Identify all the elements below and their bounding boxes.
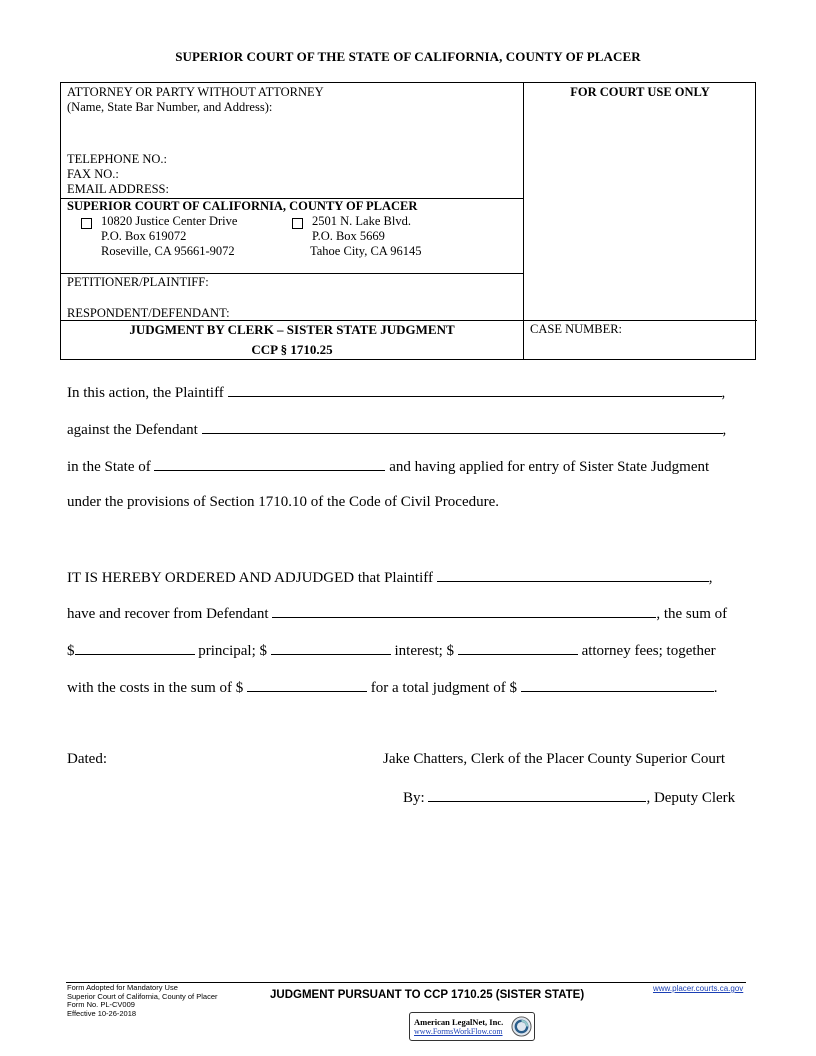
total-label: for a total judgment of $ (370, 680, 517, 696)
globe-icon (511, 1016, 532, 1042)
defendant-label: against the Defendant (67, 422, 198, 438)
period: . (713, 680, 718, 696)
form-code: CCP § 1710.25 (251, 342, 333, 357)
ordered-line (67, 568, 712, 587)
plaintiff-label: In this action, the Plaintiff (67, 385, 224, 401)
court-use-label: FOR COURT USE ONLY (570, 85, 710, 99)
ordered-plaintiff-field[interactable] (437, 568, 709, 582)
court-name: SUPERIOR COURT OF CALIFORNIA, COUNTY OF PLACER (67, 199, 418, 213)
footer-line: Form Adopted for Mandatory Use (67, 983, 178, 992)
loc2-line2: P.O. Box 5669 (312, 229, 385, 243)
footer-line: Superior Court of California, County of Placer (67, 991, 218, 1001)
attorney-fees-label: attorney fees; together (581, 643, 716, 659)
divider (61, 273, 523, 274)
state-line (67, 457, 709, 476)
court-title: SUPERIOR COURT OF THE STATE OF CALIFORNIA, COUNTY OF PLACER (175, 49, 641, 64)
footer-line: Effective 10-26-2018 (67, 1008, 137, 1018)
comma: , (721, 385, 726, 401)
badge-name: American LegalNet, Inc. (414, 1017, 504, 1027)
form-title: JUDGMENT BY CLERK – SISTER STATE JUDGMENT (129, 322, 455, 337)
provisions-line: under the provisions of Section 1710.10 of the Code of Civil Procedure. (67, 494, 500, 510)
clerk-name: Jake Chatters, Clerk of the Placer County Superior Court (383, 751, 726, 767)
location-tahoe-checkbox[interactable] (292, 215, 303, 233)
interest-field[interactable] (271, 641, 391, 655)
dollar-sign: $ (67, 643, 75, 659)
comma: , (708, 570, 713, 586)
email-label: EMAIL ADDRESS: (67, 182, 169, 196)
fax-label: FAX NO.: (67, 167, 119, 181)
plaintiff-field[interactable] (228, 383, 722, 397)
deputy-signature-field[interactable] (428, 788, 646, 802)
case-number-label: CASE NUMBER: (530, 322, 623, 336)
defendant-field[interactable] (202, 420, 723, 434)
by-line (403, 788, 735, 807)
principal-label: principal; $ (198, 643, 267, 659)
legalnet-badge[interactable] (409, 1012, 535, 1041)
divider (61, 320, 757, 321)
recover-label: have and recover from Defendant (67, 606, 269, 622)
loc2-line3: Tahoe City, CA 96145 (310, 244, 422, 258)
loc1-line2: P.O. Box 619072 (101, 229, 187, 243)
applied-text: and having applied for entry of Sister State Judgment (389, 459, 710, 475)
total-field[interactable] (521, 678, 714, 692)
costs-line (67, 678, 717, 697)
ordered-label: IT IS HEREBY ORDERED AND ADJUDGED that Plaintiff (67, 570, 433, 586)
defendant-line (67, 420, 726, 439)
loc1-line3: Roseville, CA 95661-9072 (101, 244, 235, 258)
attorney-label: ATTORNEY OR PARTY WITHOUT ATTORNEY (67, 85, 324, 99)
costs-label: with the costs in the sum of $ (67, 680, 244, 696)
principal-field[interactable] (75, 641, 195, 655)
interest-label: interest; $ (394, 643, 455, 659)
footer-title: JUDGMENT PURSUANT TO CCP 1710.25 (SISTER STATE) (270, 989, 585, 1001)
by-label: By: (403, 790, 425, 806)
loc2-line1: 2501 N. Lake Blvd. (312, 214, 411, 228)
footer-info (67, 984, 218, 1018)
caption-box (60, 82, 756, 360)
footer-line: Form No. PL-CV009 (67, 1000, 135, 1009)
checkbox-icon (81, 218, 92, 229)
plaintiff-line (67, 383, 725, 402)
court-website-link[interactable]: www.placer.courts.ca.gov (653, 984, 744, 993)
sum-of-label: , the sum of (656, 606, 728, 622)
location-roseville-checkbox[interactable] (81, 215, 92, 233)
deputy-label: , Deputy Clerk (646, 790, 736, 806)
petitioner-label: PETITIONER/PLAINTIFF: (67, 275, 209, 289)
state-field[interactable] (154, 457, 385, 471)
telephone-label: TELEPHONE NO.: (67, 152, 167, 166)
respondent-label: RESPONDENT/DEFENDANT: (67, 306, 230, 320)
amounts-line (67, 641, 716, 660)
state-label: in the State of (67, 459, 151, 475)
recover-defendant-field[interactable] (272, 604, 656, 618)
checkbox-icon (292, 218, 303, 229)
loc1-line1: 10820 Justice Center Drive (101, 214, 238, 228)
dated-label: Dated: (67, 751, 107, 767)
badge-url: www.FormsWorkFlow.com (414, 1027, 503, 1036)
caption-divider (523, 83, 524, 359)
recover-line (67, 604, 727, 623)
attorney-fees-field[interactable] (458, 641, 578, 655)
costs-field[interactable] (247, 678, 367, 692)
attorney-sub: (Name, State Bar Number, and Address): (67, 100, 273, 114)
comma: , (722, 422, 727, 438)
